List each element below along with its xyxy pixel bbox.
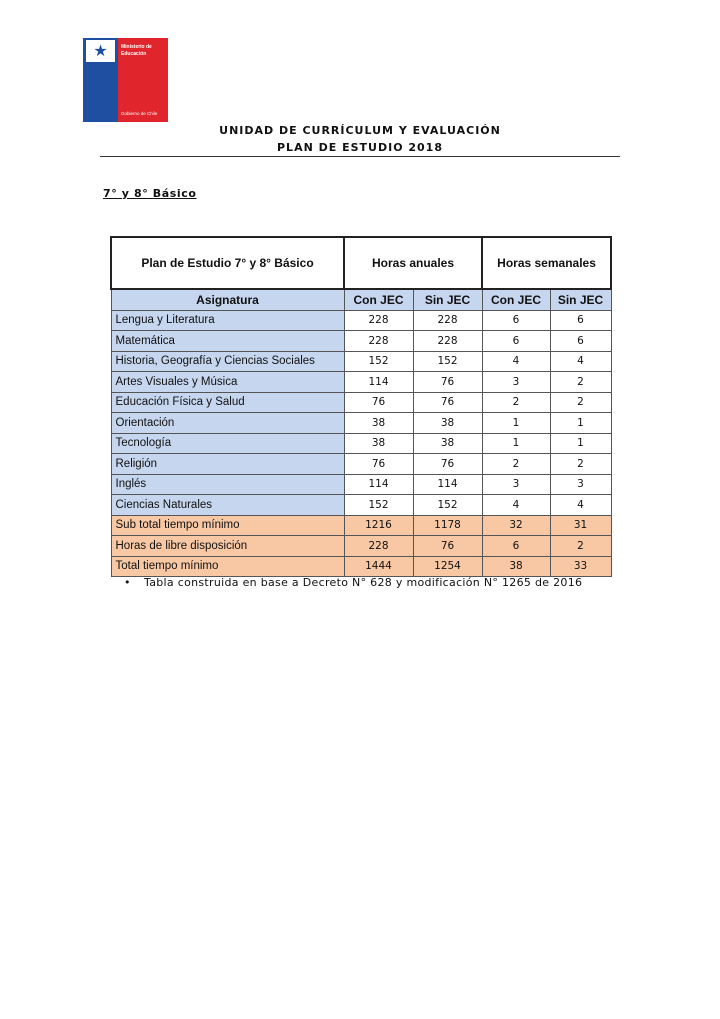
table-row	[111, 515, 611, 536]
hours-cell-a-sin: 228	[413, 310, 482, 331]
group-weekly-header: Horas semanales	[482, 237, 611, 289]
table-row	[111, 536, 611, 557]
hours-cell-w-sin: 1	[550, 433, 611, 454]
logo-blue-panel	[83, 38, 118, 122]
hours-cell-a-sin: 1254	[413, 556, 482, 577]
subject-cell: Educación Física y Salud	[111, 392, 344, 413]
table-row	[111, 433, 611, 454]
hours-cell-a-sin: 152	[413, 351, 482, 372]
hours-cell-w-con: 2	[482, 392, 550, 413]
subject-cell: Artes Visuales y Música	[111, 372, 344, 393]
table-row	[111, 372, 611, 393]
study-plan-table	[110, 236, 612, 577]
table-row	[111, 392, 611, 413]
hours-cell-a-con: 38	[344, 413, 413, 434]
hours-cell-w-con: 3	[482, 372, 550, 393]
subject-cell: Matemática	[111, 331, 344, 352]
ministry-logo	[83, 38, 168, 122]
hours-cell-w-sin: 2	[550, 392, 611, 413]
col-sin-jec-weekly: Sin JEC	[550, 289, 611, 310]
subject-cell: Total tiempo mínimo	[111, 556, 344, 577]
hours-cell-w-con: 32	[482, 515, 550, 536]
hours-cell-w-con: 6	[482, 536, 550, 557]
hours-cell-a-sin: 76	[413, 372, 482, 393]
table-row	[111, 310, 611, 331]
hours-cell-w-con: 1	[482, 413, 550, 434]
hours-cell-a-sin: 38	[413, 413, 482, 434]
subject-cell: Lengua y Literatura	[111, 310, 344, 331]
hours-cell-w-sin: 31	[550, 515, 611, 536]
hours-cell-w-con: 4	[482, 495, 550, 516]
hours-cell-w-con: 3	[482, 474, 550, 495]
bullet-icon: •	[124, 576, 131, 589]
table-row	[111, 474, 611, 495]
footnote-text: Tabla construida en base a Decreto N° 628 y modificación N° 1265 de 2016	[144, 576, 583, 589]
hours-cell-a-con: 1216	[344, 515, 413, 536]
hours-cell-a-con: 38	[344, 433, 413, 454]
subject-cell: Inglés	[111, 474, 344, 495]
hours-cell-a-sin: 76	[413, 392, 482, 413]
table-row	[111, 454, 611, 475]
hours-cell-w-sin: 6	[550, 331, 611, 352]
hours-cell-a-sin: 152	[413, 495, 482, 516]
hours-cell-w-con: 2	[482, 454, 550, 475]
hours-cell-w-sin: 4	[550, 495, 611, 516]
hours-cell-a-con: 1444	[344, 556, 413, 577]
hours-cell-w-sin: 4	[550, 351, 611, 372]
table-row	[111, 495, 611, 516]
group-annual-header: Horas anuales	[344, 237, 482, 289]
col-sin-jec-annual: Sin JEC	[413, 289, 482, 310]
hours-cell-w-sin: 3	[550, 474, 611, 495]
subject-cell: Religión	[111, 454, 344, 475]
hours-cell-w-sin: 2	[550, 454, 611, 475]
table-row	[111, 331, 611, 352]
hours-cell-a-con: 152	[344, 351, 413, 372]
col-con-jec-annual: Con JEC	[344, 289, 413, 310]
table-title-row	[111, 237, 611, 289]
logo-red-panel	[118, 38, 168, 122]
hours-cell-w-sin: 6	[550, 310, 611, 331]
hours-cell-w-con: 1	[482, 433, 550, 454]
col-con-jec-weekly: Con JEC	[482, 289, 550, 310]
hours-cell-a-sin: 76	[413, 536, 482, 557]
hours-cell-a-con: 76	[344, 392, 413, 413]
hours-cell-w-con: 38	[482, 556, 550, 577]
hours-cell-w-con: 4	[482, 351, 550, 372]
subject-cell: Ciencias Naturales	[111, 495, 344, 516]
hours-cell-w-con: 6	[482, 331, 550, 352]
logo-line-2: Educación	[121, 51, 147, 57]
hours-cell-w-sin: 2	[550, 372, 611, 393]
col-subject: Asignatura	[111, 289, 344, 310]
hours-cell-w-sin: 33	[550, 556, 611, 577]
hours-cell-a-con: 114	[344, 372, 413, 393]
header-plan: PLAN DE ESTUDIO 2018	[277, 141, 443, 154]
hours-cell-a-sin: 38	[413, 433, 482, 454]
hours-cell-a-sin: 1178	[413, 515, 482, 536]
header-divider	[100, 156, 620, 157]
hours-cell-a-con: 228	[344, 310, 413, 331]
hours-cell-w-sin: 2	[550, 536, 611, 557]
hours-cell-a-sin: 76	[413, 454, 482, 475]
hours-cell-a-con: 228	[344, 331, 413, 352]
hours-cell-w-con: 6	[482, 310, 550, 331]
logo-line-3: Gobierno de Chile	[121, 111, 158, 116]
table-row	[111, 413, 611, 434]
hours-cell-a-con: 76	[344, 454, 413, 475]
table-row	[111, 351, 611, 372]
logo-line-1: Ministerio de	[121, 44, 152, 50]
table-title: Plan de Estudio 7° y 8° Básico	[111, 237, 344, 289]
subject-cell: Horas de libre disposición	[111, 536, 344, 557]
subject-cell: Tecnología	[111, 433, 344, 454]
hours-cell-a-con: 152	[344, 495, 413, 516]
hours-cell-a-sin: 114	[413, 474, 482, 495]
hours-cell-a-con: 228	[344, 536, 413, 557]
coat-of-arms-icon: ★	[86, 40, 115, 62]
subject-cell: Historia, Geografía y Ciencias Sociales	[111, 351, 344, 372]
hours-cell-w-sin: 1	[550, 413, 611, 434]
subject-cell: Orientación	[111, 413, 344, 434]
table-row	[111, 556, 611, 577]
subject-cell: Sub total tiempo mínimo	[111, 515, 344, 536]
hours-cell-a-con: 114	[344, 474, 413, 495]
footnote	[124, 576, 582, 589]
header-unit: UNIDAD DE CURRÍCULUM Y EVALUACIÓN	[219, 124, 501, 137]
hours-cell-a-sin: 228	[413, 331, 482, 352]
section-subtitle: 7° y 8° Básico	[103, 187, 197, 200]
column-header-row	[111, 289, 611, 310]
